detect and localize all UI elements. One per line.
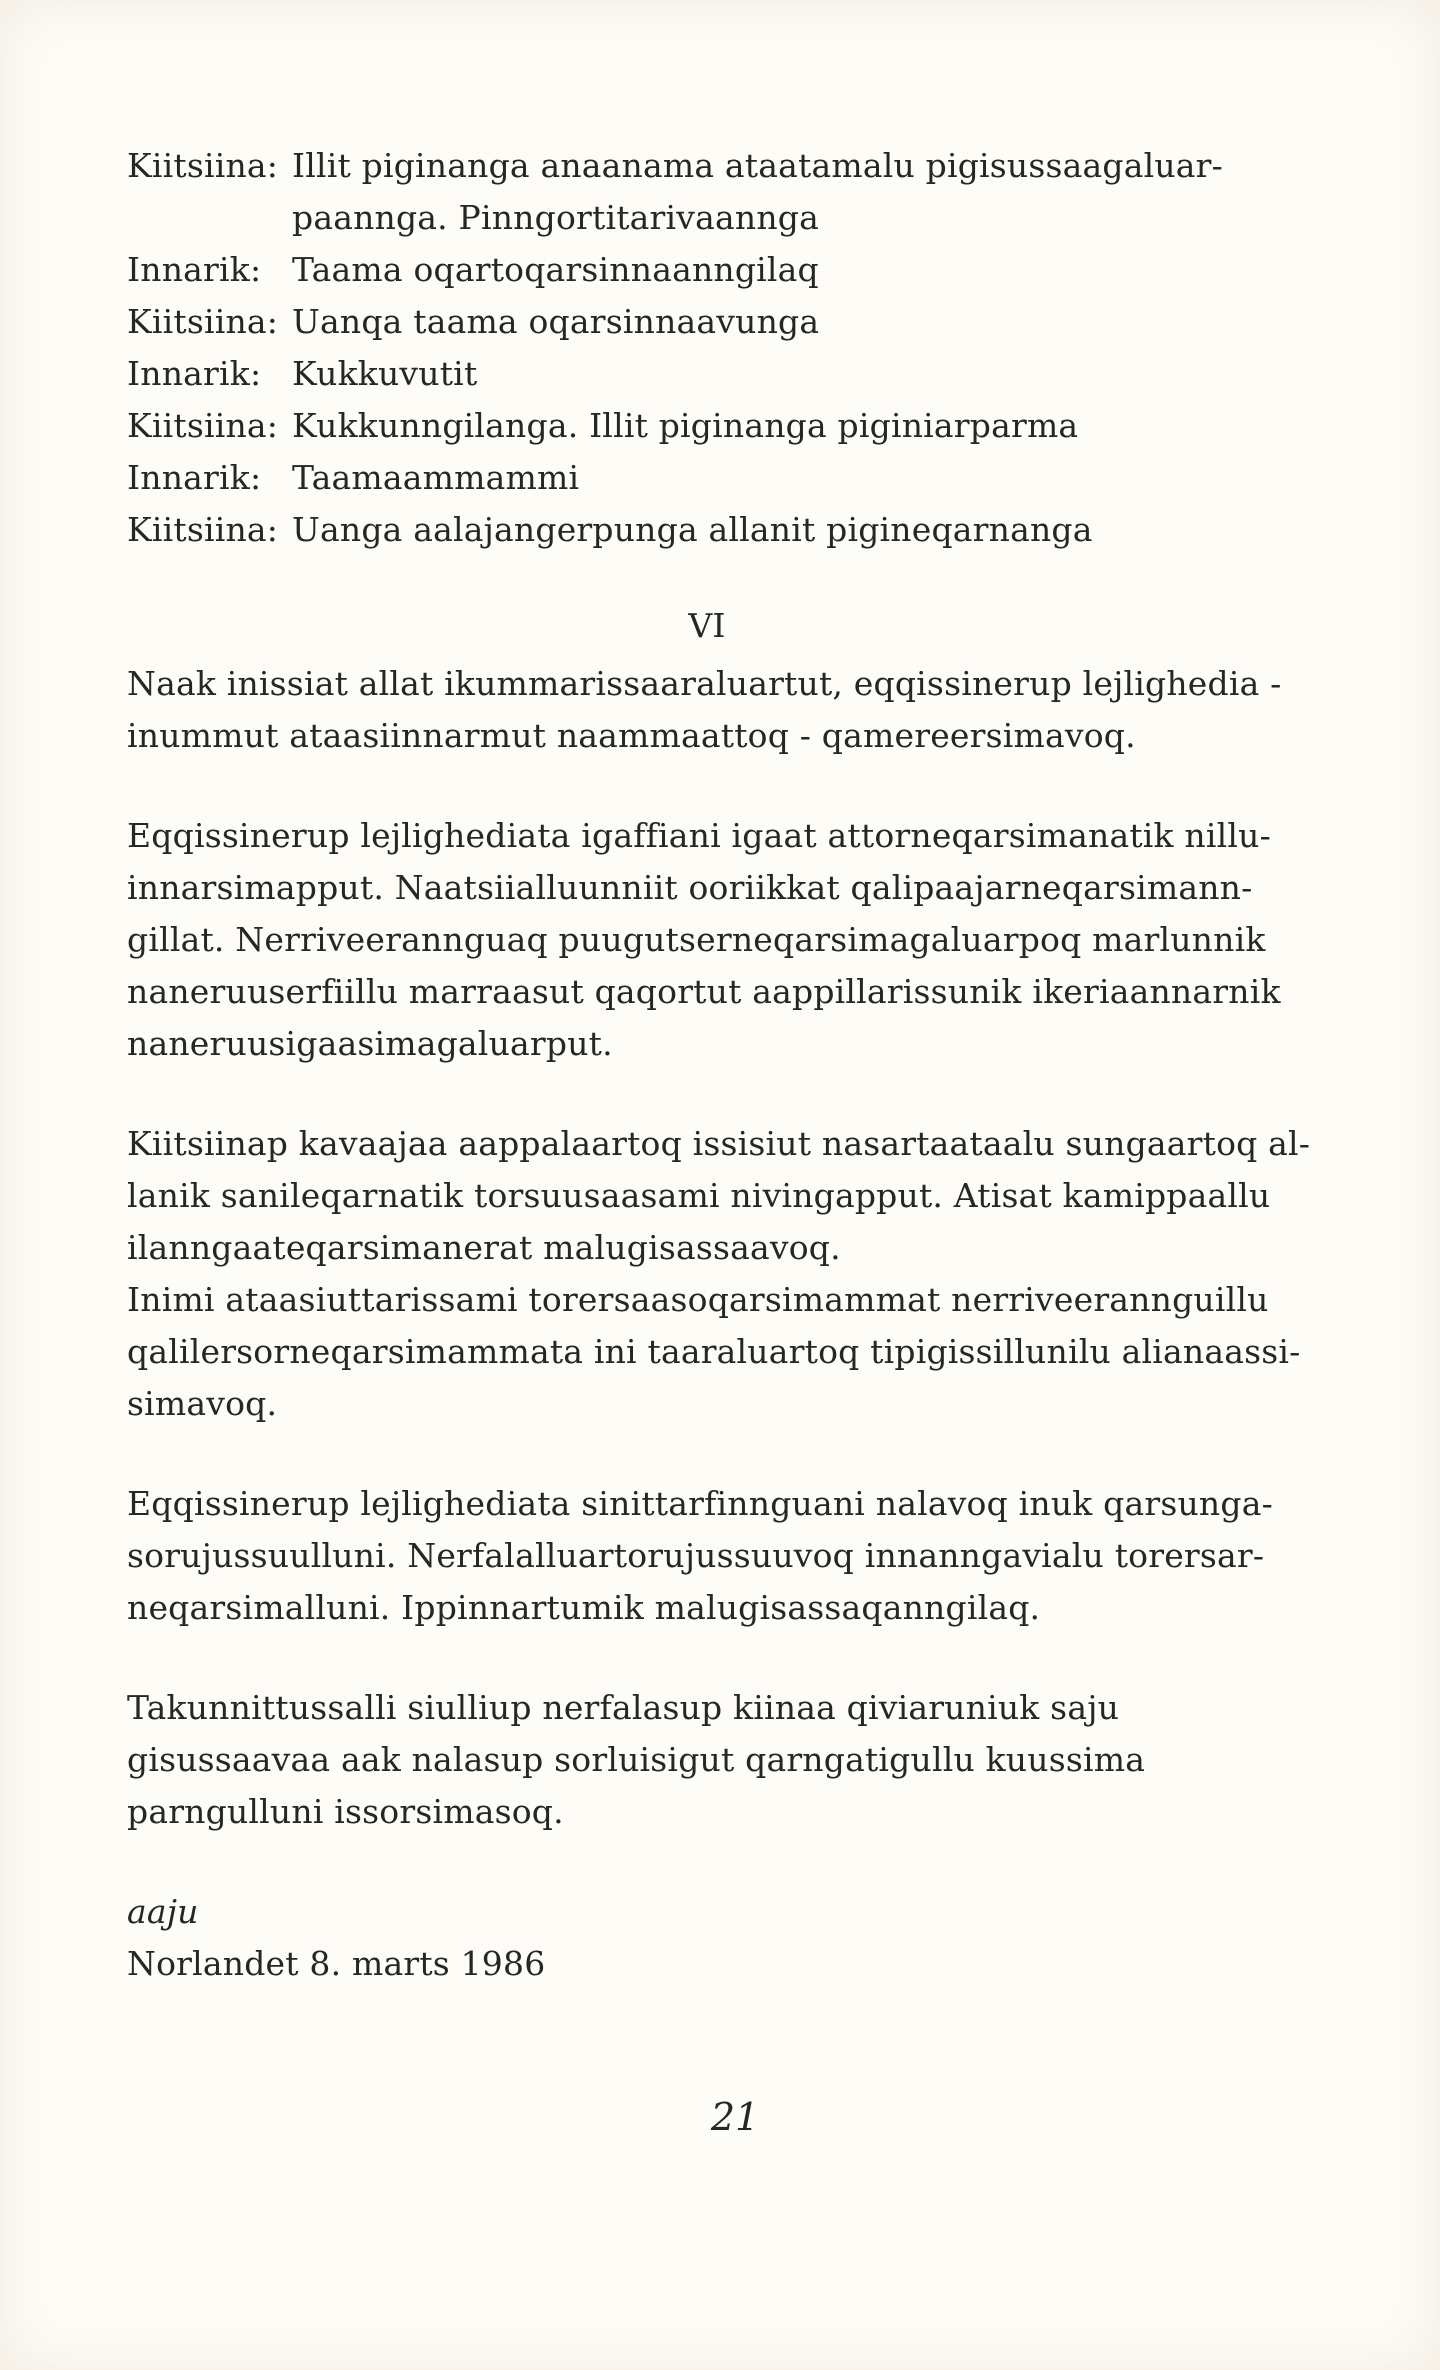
signature-name: aaju	[127, 1892, 199, 1931]
speaker-label: Kiitsiina:	[127, 146, 279, 185]
paragraph-line: Eqqissinerup lejlighediata igaffiani igaat attorneqarsimanatik nillu-	[127, 816, 1271, 855]
utterance-text: Kukkuvutit	[292, 354, 478, 393]
speaker-label: Kiitsiina:	[127, 510, 279, 549]
paragraph-line: naneruuserfiillu marraasut qaqortut aappillarissunik ikeriaannarnik	[127, 972, 1281, 1011]
dialogue-line-continuation	[127, 192, 1247, 244]
utterance-text: Illit piginanga anaanama ataatamalu pigisussaagaluar-	[292, 146, 1223, 185]
paragraph-line: parngulluni issorsimasoq.	[127, 1792, 564, 1831]
utterance-text: Taamaammammi	[292, 458, 580, 497]
dialogue-line	[127, 400, 1247, 452]
paragraph-line: gisussaavaa aak nalasup sorluisigut qarngatigullu kuussima	[127, 1740, 1146, 1779]
page-number: 21	[710, 2095, 760, 2139]
paragraph	[127, 1478, 1273, 1634]
speaker-label: Innarik:	[127, 250, 262, 289]
paragraph-line: Inimi ataasiuttarissami torersaasoqarsimammat nerriveerannguillu	[127, 1280, 1269, 1319]
dialogue-line	[127, 244, 1247, 296]
page-content	[127, 140, 1311, 1990]
speaker-label: Kiitsiina:	[127, 302, 279, 341]
dialogue-line	[127, 452, 1247, 504]
paragraph-line: naneruusigaasimagaluarput.	[127, 1024, 613, 1063]
dialogue-block	[127, 140, 1247, 556]
paragraph-line: Naak inissiat allat ikummarissaaraluartut, eqqissinerup lejlighedia -	[127, 664, 1282, 703]
utterance-text: Uanqa taama oqarsinnaavunga	[292, 302, 820, 341]
paragraph	[127, 810, 1281, 1070]
dialogue-line	[127, 348, 1247, 400]
dialogue-line	[127, 140, 1247, 192]
signature-block	[127, 1886, 1247, 1990]
speaker-label: Innarik:	[127, 354, 262, 393]
paragraph	[127, 658, 1282, 762]
paragraph-line: simavoq.	[127, 1384, 278, 1423]
utterance-text: Kukkunngilanga. Illit piginanga piginiarparma	[292, 406, 1079, 445]
paragraph-line: inummut ataasiinnarmut naammaattoq - qamereersimavoq.	[127, 716, 1136, 755]
section-title: VI	[688, 606, 726, 645]
paragraph-line: lanik sanileqarnatik torsuusaasami nivingapput. Atisat kamippaallu	[127, 1176, 1271, 1215]
utterance-text: Taama oqartoqarsinnaanngilaq	[292, 250, 819, 289]
utterance-text: Uanga aalajangerpunga allanit pigineqarnanga	[292, 510, 1093, 549]
paragraph	[127, 1118, 1311, 1430]
paragraph-line: innarsimapput. Naatsiialluunniit ooriikkat qalipaajarneqarsimann-	[127, 868, 1253, 907]
paragraph-line: gillat. Nerriveerannguaq puugutserneqarsimagaluarpoq marlunnik	[127, 920, 1266, 959]
dialogue-line	[127, 296, 1247, 348]
speaker-label: Kiitsiina:	[127, 406, 279, 445]
paragraph-line: sorujussuulluni. Nerfalalluartorujussuuvoq innanngavialu torersar-	[127, 1536, 1265, 1575]
paragraph-line: Takunnittussalli siulliup nerfalasup kiinaa qiviaruniuk saju	[127, 1688, 1120, 1727]
signature-place-date: Norlandet 8. marts 1986	[127, 1944, 546, 1983]
paragraph-line: Eqqissinerup lejlighediata sinittarfinnguani nalavoq inuk qarsunga-	[127, 1484, 1273, 1523]
dialogue-line	[127, 504, 1247, 556]
utterance-text: paannga. Pinngortitarivaannga	[292, 198, 819, 237]
speaker-label: Innarik:	[127, 458, 262, 497]
paragraph-line: Kiitsiinap kavaajaa aappalaartoq issisiut nasartaataalu sungaartoq al-	[127, 1124, 1311, 1163]
paragraph	[127, 1682, 1247, 1838]
paragraph-line: neqarsimalluni. Ippinnartumik malugisassaqanngilaq.	[127, 1588, 1041, 1627]
paragraph-line: qalilersorneqarsimammata ini taaraluartoq tipigissillunilu alianaassi-	[127, 1332, 1301, 1371]
paragraph-line: ilanngaateqarsimanerat malugisassaavoq.	[127, 1228, 841, 1267]
